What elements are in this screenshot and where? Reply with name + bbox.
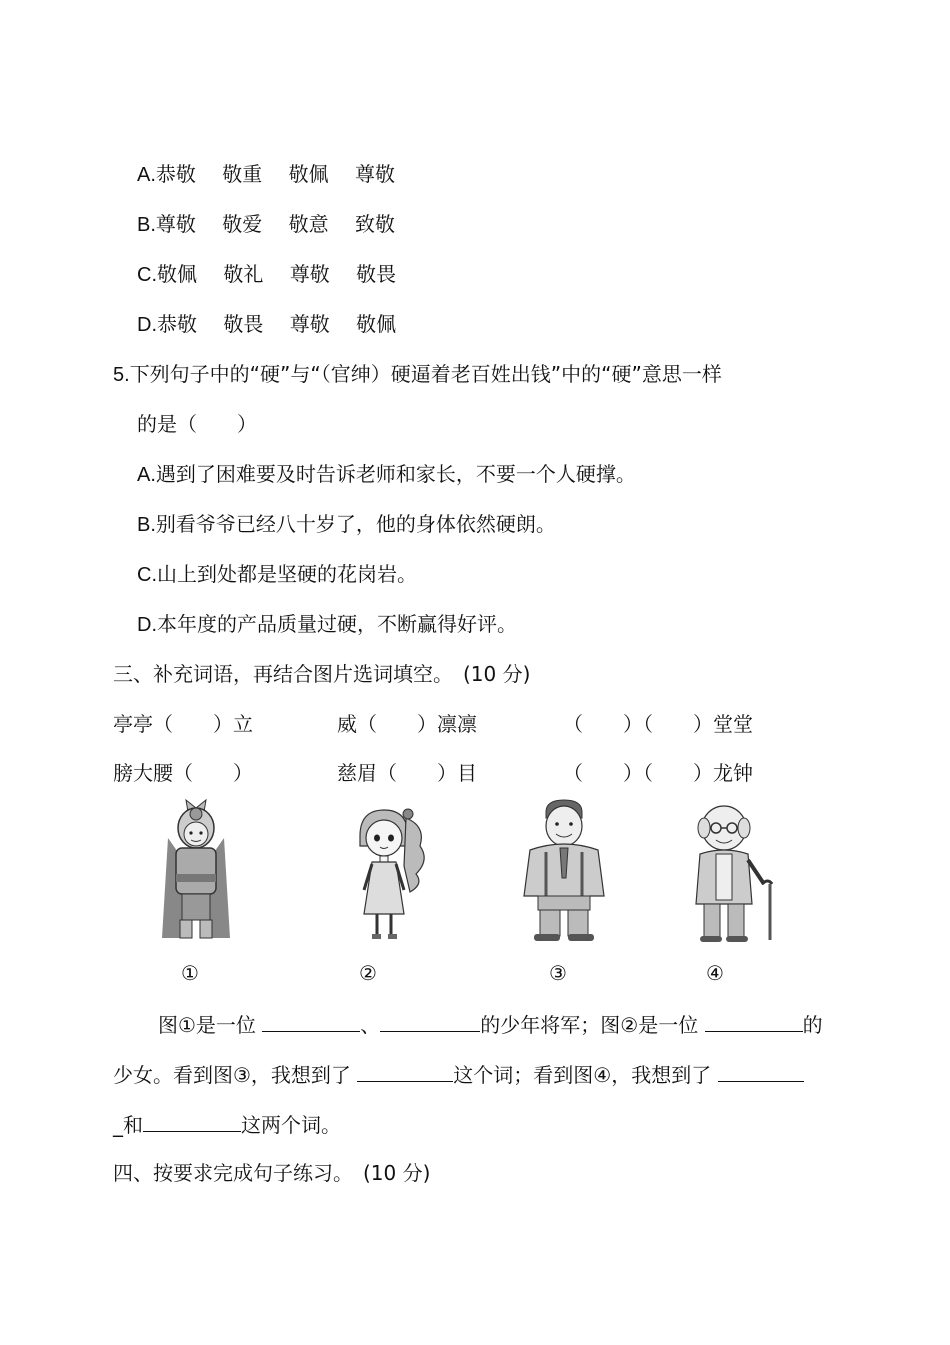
answer-blank[interactable] [718,1059,804,1082]
answer-blank[interactable] [380,1009,480,1032]
fill-line-1: 图①是一位 、 的少年将军；图②是一位 的 [158,1009,823,1039]
answer-blank[interactable] [357,1059,453,1082]
q4-option-a: A.恭敬 敬重 敬佩 尊敬 [137,162,395,186]
figure-label: ④ [706,961,724,985]
figure-label: ③ [549,961,567,985]
answer-blank[interactable] [705,1009,803,1032]
word-item: 慈眉（ ）目 [337,761,477,785]
word-item: （ ）（ ）堂堂 [563,712,753,736]
section4-heading: 四、按要求完成句子练习。 (10 分) [113,1161,431,1185]
figure-label: ② [359,961,377,985]
fill-line-2: 少女。看到图③，我想到了 这个词；看到图④，我想到了 [113,1059,804,1089]
word-item: 膀大腰（ ） [113,761,253,785]
q5-option-c: C.山上到处都是坚硬的花岗岩。 [137,562,417,586]
q4-option-b: B.尊敬 敬爱 敬意 致敬 [137,212,395,236]
fill-line-3: _和 这两个词。 [113,1109,341,1139]
figure-label: ① [181,961,199,985]
q4-option-d: D.恭敬 敬畏 尊敬 敬佩 [137,312,397,336]
young-general-illustration [160,798,232,944]
answer-blank[interactable] [143,1109,241,1132]
q5-option-a: A.遇到了困难要及时告诉老师和家长，不要一个人硬撑。 [137,462,636,486]
stout-man-illustration [520,798,608,944]
word-item: 威（ ）凛凛 [337,712,477,736]
q5-stem-line2: 的是（ ） [137,412,257,436]
q5-option-d: D.本年度的产品质量过硬，不断赢得好评。 [137,612,517,636]
section3-heading: 三、补充词语，再结合图片选词填空。 (10 分) [113,662,531,686]
word-item: 亭亭（ ）立 [113,712,253,736]
q4-option-c: C.敬佩 敬礼 尊敬 敬畏 [137,262,397,286]
q5-option-b: B.别看爷爷已经八十岁了，他的身体依然硬朗。 [137,512,556,536]
answer-blank[interactable] [262,1009,360,1032]
girl-illustration [350,806,436,944]
word-item: （ ）（ ）龙钟 [563,761,753,785]
old-man-illustration [686,800,778,944]
q5-stem-line1: 5.下列句子中的“硬”与“（官绅）硬逼着老百姓出钱”中的“硬”意思一样 [113,362,722,386]
